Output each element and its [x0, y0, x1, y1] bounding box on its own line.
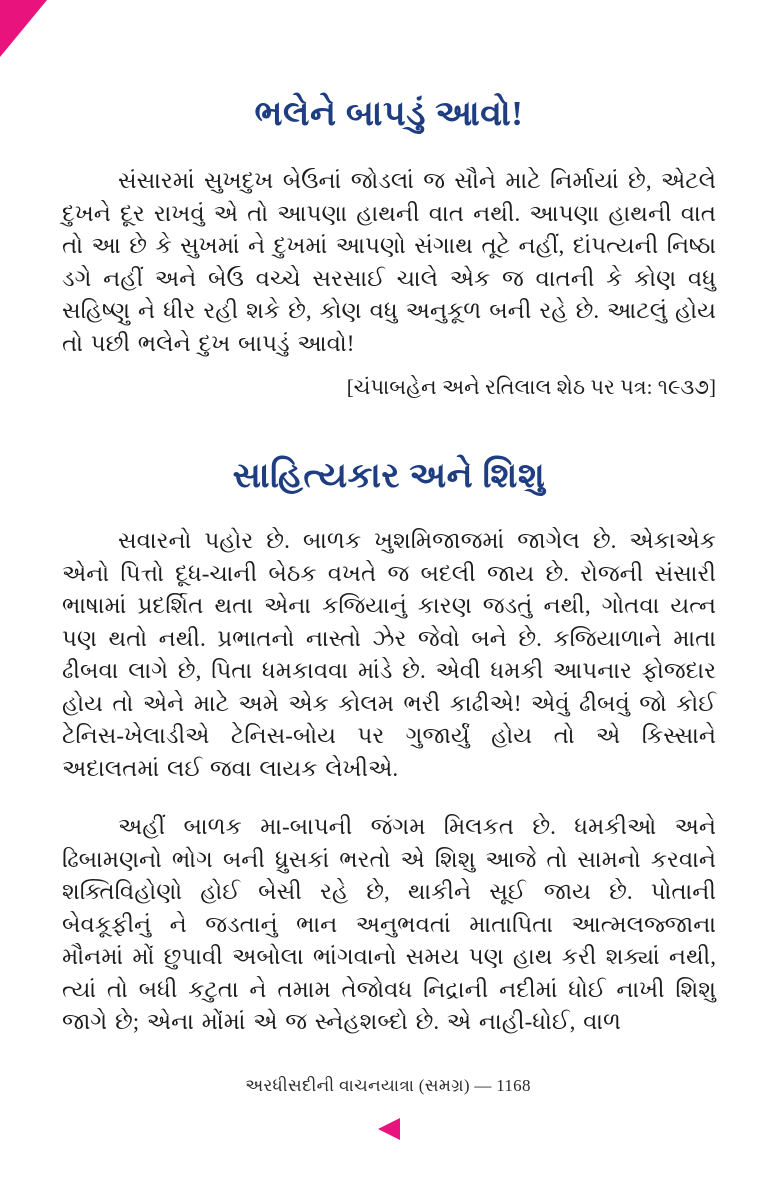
article-1-title: ભલેને બાપડું આવો! — [254, 94, 524, 133]
article-2-paragraph-1: સવારનો પહોર છે. બાળક ખુશમિજાજમાં જાગેલ છે. એકાએક એનો પિત્તો દૂધ-ચાની બેઠક વખતે જ બદલી જાય છે. રોજની સંસારી ભાષામાં પ્રદર્શિત થતા એના કજિયાનું કારણ જડતું નથી, ગોતવા યત્ન પણ થતો નથી. પ્રભાતનો નાસ્તો ઝેર જેવો બને છે. કજિયાળાને માતા ઢીબવા લાગે છે, પિતા ધમકાવવા માંડે છે. એવી ધમકી આપનાર ફોજદાર હોય તો એને માટે અમે એક કોલમ ભરી કાઢીએ! એવું ઢીબવું જો કોઈ ટેનિસ-ખેલાડીએ ટેનિસ-બોય પર ગુજાર્યું હોય તો એ કિસ્સાને અદાલતમાં લઈ જવા લાયક લેખીએ. — [62, 528, 716, 781]
corner-triangle-icon — [0, 0, 47, 57]
prev-page-arrow-icon[interactable] — [378, 1118, 400, 1140]
footer-running-title: અરધીસદીની વાચનયાત્રા (સમગ્ર) — 1168 — [245, 1076, 531, 1095]
article-2-title: સાહિત્યકાર અને શિશુ — [232, 456, 546, 496]
article-1 — [62, 93, 716, 401]
article-1-body: સંસારમાં સુખદુખ બેઉનાં જોડલાં જ સૌને માટે નિર્માયાં છે, એટલે દુખને દૂર રાખવું એ તો આપણા હાથની વાત નથી. આપણા હાથની વાત તો આ છે કે સુખમાં ને દુખમાં આપણો સંગાથ તૂટે નહીં, દાંપત્યની નિષ્ઠા ડગે નહીં અને બેઉ વચ્ચે સરસાઈ ચાલે એક જ વાતની કે કોણ વધુ સહિષ્ણુ ને ધીર રહી શકે છે, કોણ વધુ અનુકૂળ બની રહે છે. આટલું હોય તો પછી ભલેને દુખ બાપડું આવો! — [62, 168, 716, 356]
article-1-citation: [ચંપાબહેન અને રતિલાલ શેઠ પર પત્ર: ૧૯૩૭] — [346, 375, 716, 399]
page-content — [62, 0, 716, 1039]
article-2-paragraph-2: અહીં બાળક મા-બાપની જંગમ મિલકત છે. ધમકીઓ અને ઢિબામણનો ભોગ બની ધ્રુસકાં ભરતો એ શિશુ આજે તો સામનો કરવાને શક્તિવિહોણો હોઈ બેસી રહે છે, થાકીને સૂઈ જાય છે. પોતાની બેવકૂફીનું ને જડતાનું ભાન અનુભવતાં માતાપિતા આત્મલજ્જાના મૌનમાં મોં છુપાવી અબોલા ભાંગવાનો સમય પણ હાથ કરી શક્યાં નથી, ત્યાં તો બધી કટુતા ને તમામ તેજોવધ નિદ્રાની નદીમાં ધોઈ નાખી શિશુ જાગે છે; એના મોંમાં એ જ સ્નેહશબ્દો છે. એ નાહી-ધોઈ, વાળ — [62, 814, 716, 1035]
article-2 — [62, 455, 716, 1039]
